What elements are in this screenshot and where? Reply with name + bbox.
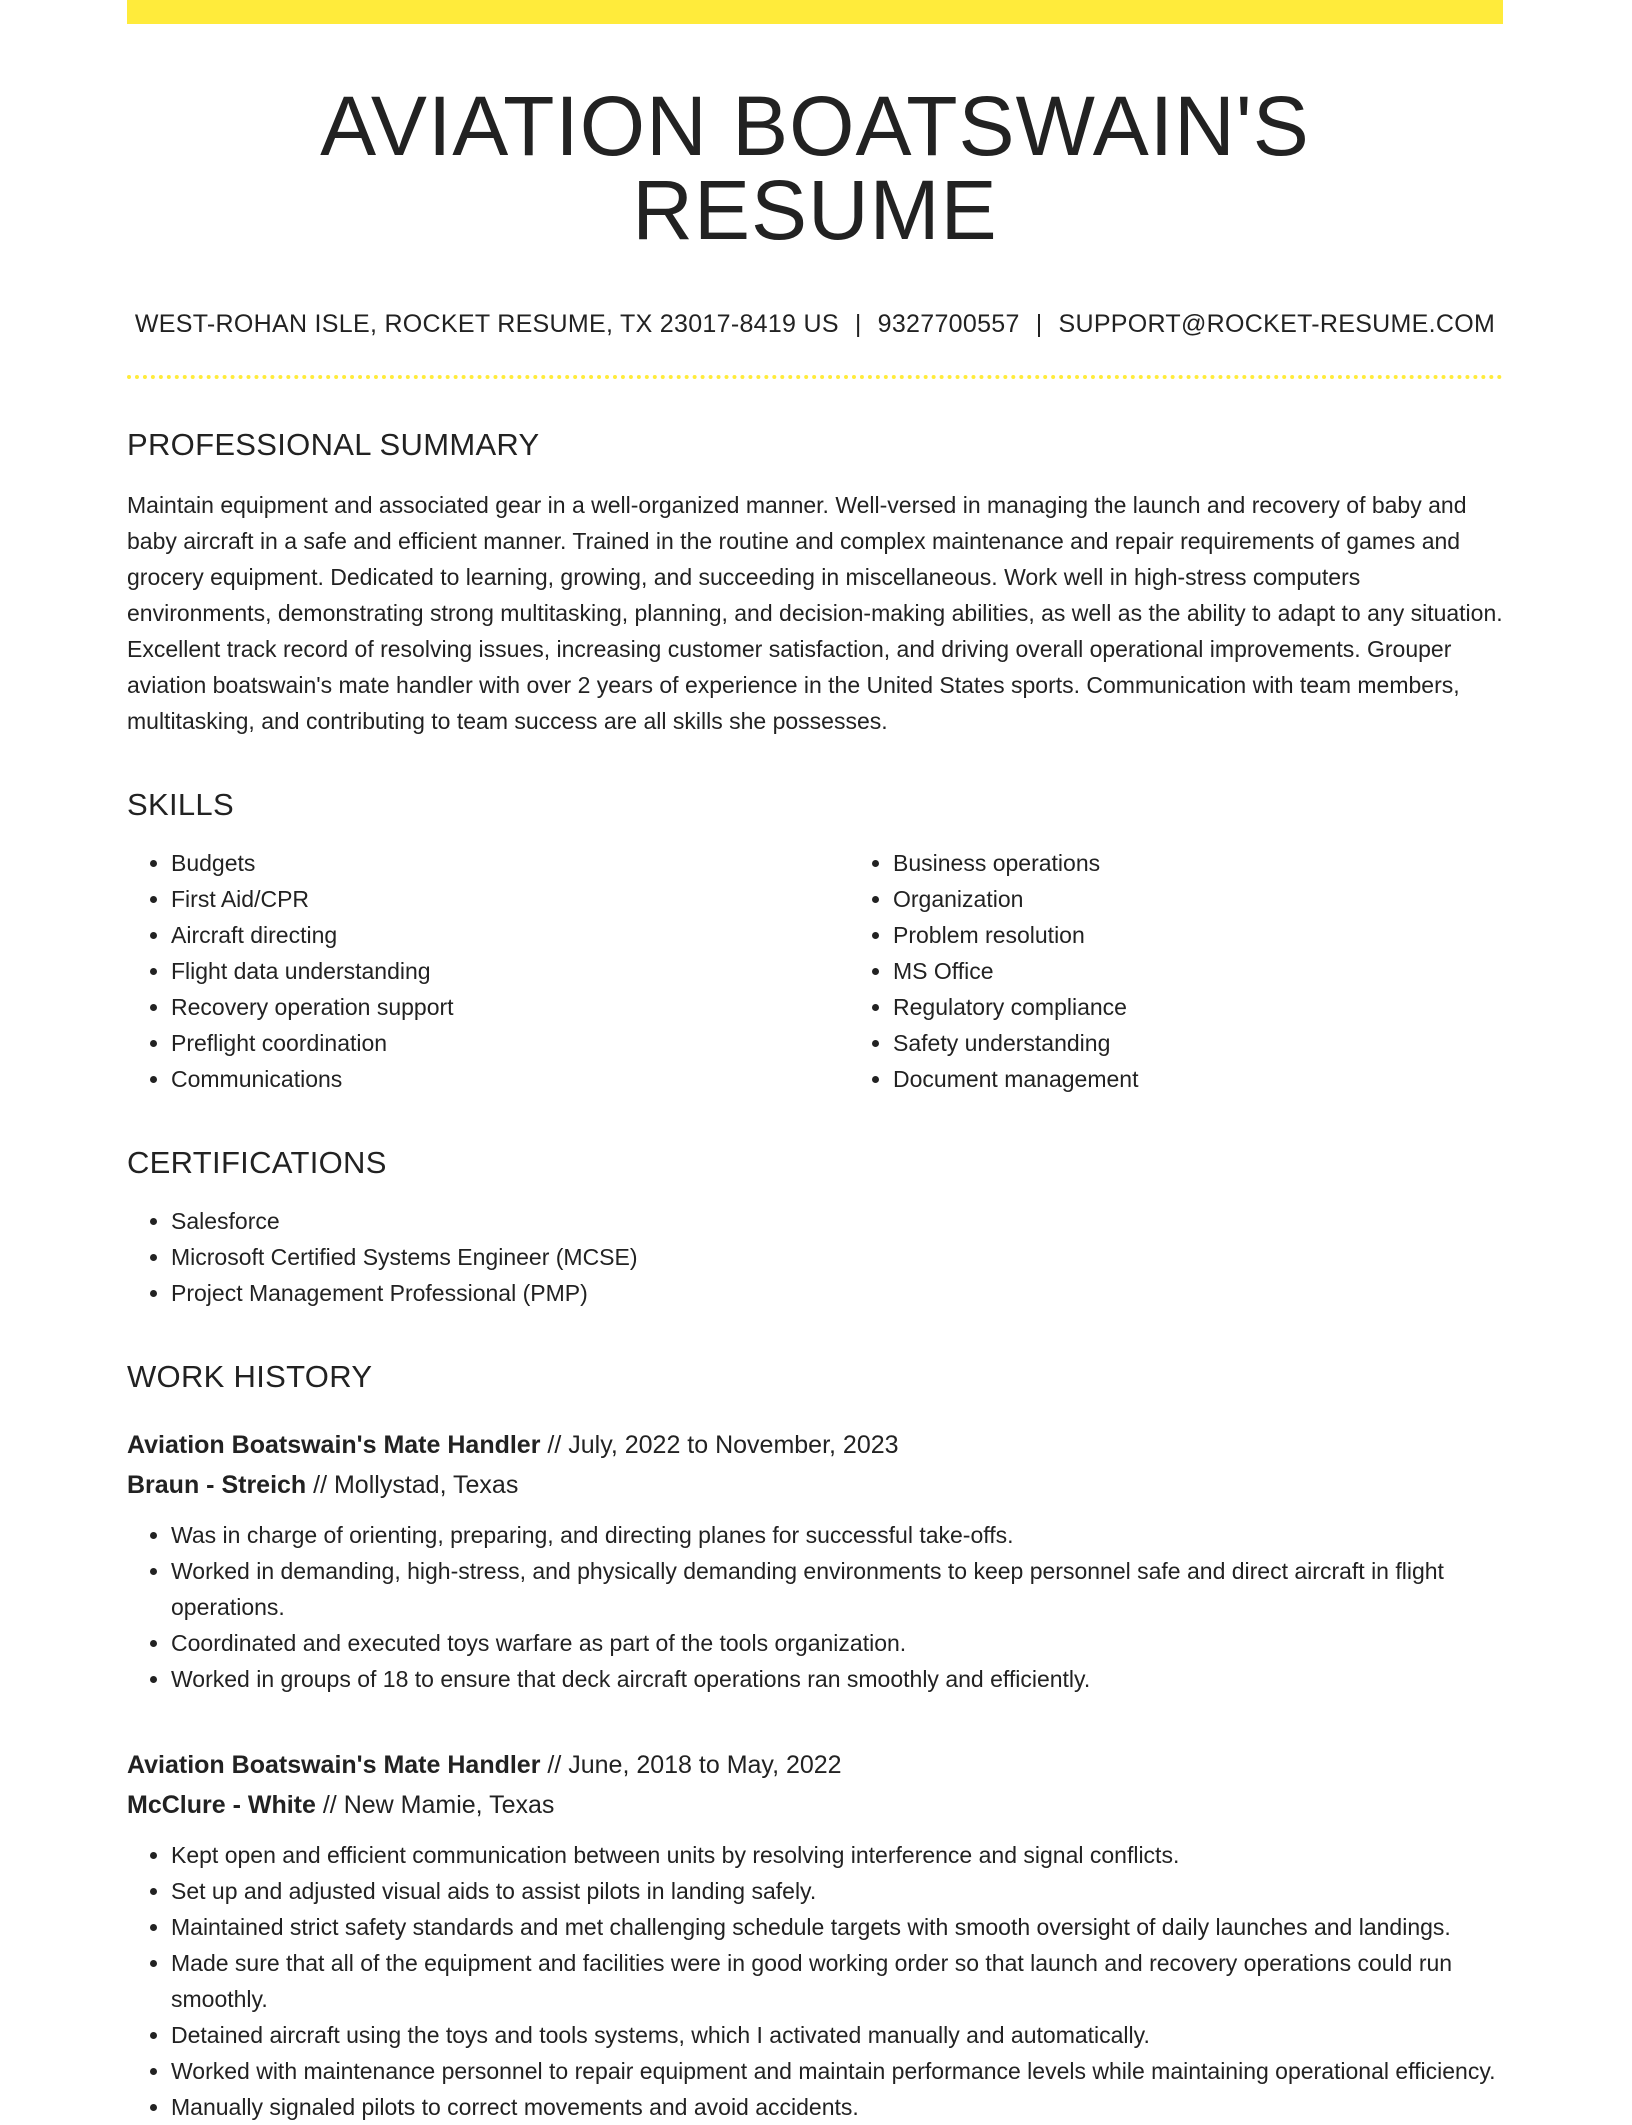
certification-item: • Salesforce bbox=[171, 1203, 1503, 1239]
job-company: McClure - White bbox=[127, 1791, 316, 1819]
job-role: Aviation Boatswain's Mate Handler bbox=[127, 1751, 541, 1779]
job-bullets bbox=[127, 1837, 1503, 2125]
job-entry bbox=[127, 1425, 1503, 1697]
skill-item: • Safety understanding bbox=[893, 1025, 1571, 1061]
job-bullet: • Maintained strict safety standards and met challenging schedule targets with smooth oversight of daily launches and landings. bbox=[171, 1909, 1503, 1945]
summary-text: Maintain equipment and associated gear in a well-organized manner. Well-versed in managing the launch and recovery of baby and baby aircraft in a safe and efficient manner. Trained in the routine and complex maintenance and repair requirements of games and grocery equipment. Dedicated to learning, growing, and succeeding in miscellaneous. Work well in high-stress computers environments, demonstrating strong multitasking, planning, and decision-making abilities, as well as the ability to adapt to any situation. Excellent track record of resolving issues, increasing customer satisfaction, and driving overall operational improvements. Grouper aviation boatswain's mate handler with over 2 years of experience in the United States sports. Communication with team members, multitasking, and contributing to team success are all skills she possesses. bbox=[127, 492, 1503, 734]
skill-item: • Document management bbox=[893, 1061, 1571, 1097]
job-bullet: • Coordinated and executed toys warfare as part of the tools organization. bbox=[171, 1625, 1503, 1661]
skill-item: • First Aid/CPR bbox=[171, 881, 849, 917]
skill-item: • Budgets bbox=[171, 845, 849, 881]
skill-item: • MS Office bbox=[893, 953, 1571, 989]
job-bullets bbox=[127, 1517, 1503, 1697]
summary-heading: PROFESSIONAL SUMMARY bbox=[127, 427, 540, 462]
contact-email: SUPPORT@ROCKET-RESUME.COM bbox=[1058, 310, 1496, 338]
job-bullet: • Was in charge of orienting, preparing, and directing planes for successful take-offs. bbox=[171, 1517, 1503, 1553]
job-bullet: • Detained aircraft using the toys and tools systems, which I activated manually and automatically. bbox=[171, 2017, 1503, 2053]
certification-item: • Microsoft Certified Systems Engineer (MCSE) bbox=[171, 1239, 1503, 1275]
job-role: Aviation Boatswain's Mate Handler bbox=[127, 1431, 541, 1459]
job-bullet: • Worked with maintenance personnel to repair equipment and maintain performance levels while maintaining operational efficiency. bbox=[171, 2053, 1503, 2089]
skill-item: • Regulatory compliance bbox=[893, 989, 1571, 1025]
skills-list-right bbox=[849, 845, 1571, 1097]
contact-separator: | bbox=[854, 310, 862, 338]
job-location: // New Mamie, Texas bbox=[315, 1791, 555, 1819]
job-dates: // July, 2022 to November, 2023 bbox=[540, 1431, 899, 1459]
job-entry bbox=[127, 1745, 1503, 2125]
skill-item: • Preflight coordination bbox=[171, 1025, 849, 1061]
skills-columns bbox=[127, 845, 1503, 1097]
certification-item: • Project Management Professional (PMP) bbox=[171, 1275, 1503, 1311]
skills-list-left bbox=[127, 845, 849, 1097]
skill-item: • Flight data understanding bbox=[171, 953, 849, 989]
summary-section bbox=[127, 427, 1503, 739]
skills-section bbox=[127, 787, 1503, 1097]
skill-item: • Aircraft directing bbox=[171, 917, 849, 953]
job-dates: // June, 2018 to May, 2022 bbox=[540, 1751, 842, 1779]
job-bullet: • Set up and adjusted visual aids to assist pilots in landing safely. bbox=[171, 1873, 1503, 1909]
skill-item: • Recovery operation support bbox=[171, 989, 849, 1025]
resume-title: AVIATION BOATSWAIN'S RESUME bbox=[320, 79, 1310, 257]
skill-item: • Problem resolution bbox=[893, 917, 1571, 953]
job-bullet: • Kept open and efficient communication between units by resolving interference and signal conflicts. bbox=[171, 1837, 1503, 1873]
job-bullet: • Worked in groups of 18 to ensure that deck aircraft operations ran smoothly and efficiently. bbox=[171, 1661, 1503, 1697]
contact-line bbox=[127, 310, 1503, 339]
skill-item: • Organization bbox=[893, 881, 1571, 917]
job-company: Braun - Streich bbox=[127, 1471, 307, 1499]
contact-separator: | bbox=[1035, 310, 1043, 338]
skill-item: • Business operations bbox=[893, 845, 1571, 881]
contact-address: WEST-ROHAN ISLE, ROCKET RESUME, TX 23017-8419 US bbox=[134, 310, 839, 338]
contact-phone: 9327700557 bbox=[877, 310, 1020, 338]
header-divider bbox=[127, 375, 1503, 379]
skill-item: • Communications bbox=[171, 1061, 849, 1097]
job-bullet: • Manually signaled pilots to correct movements and avoid accidents. bbox=[171, 2089, 1503, 2125]
work-history-heading: WORK HISTORY bbox=[127, 1359, 373, 1394]
job-role-line bbox=[127, 1745, 1503, 1785]
skills-heading: SKILLS bbox=[127, 787, 234, 822]
job-company-line bbox=[127, 1785, 1503, 1825]
certifications-section bbox=[127, 1145, 1503, 1311]
job-bullet: • Made sure that all of the equipment and facilities were in good working order so that launch and recovery operations could run smoothly. bbox=[171, 1945, 1503, 2017]
top-accent-bar bbox=[127, 0, 1503, 24]
certifications-heading: CERTIFICATIONS bbox=[127, 1145, 387, 1180]
job-bullet: • Worked in demanding, high-stress, and physically demanding environments to keep personnel safe and direct aircraft in flight operations. bbox=[171, 1553, 1503, 1625]
job-location: // Mollystad, Texas bbox=[306, 1471, 519, 1499]
work-history-section bbox=[127, 1359, 1503, 2125]
certifications-list bbox=[127, 1203, 1503, 1311]
job-role-line bbox=[127, 1425, 1503, 1465]
resume-page bbox=[127, 0, 1503, 2125]
job-company-line bbox=[127, 1465, 1503, 1505]
